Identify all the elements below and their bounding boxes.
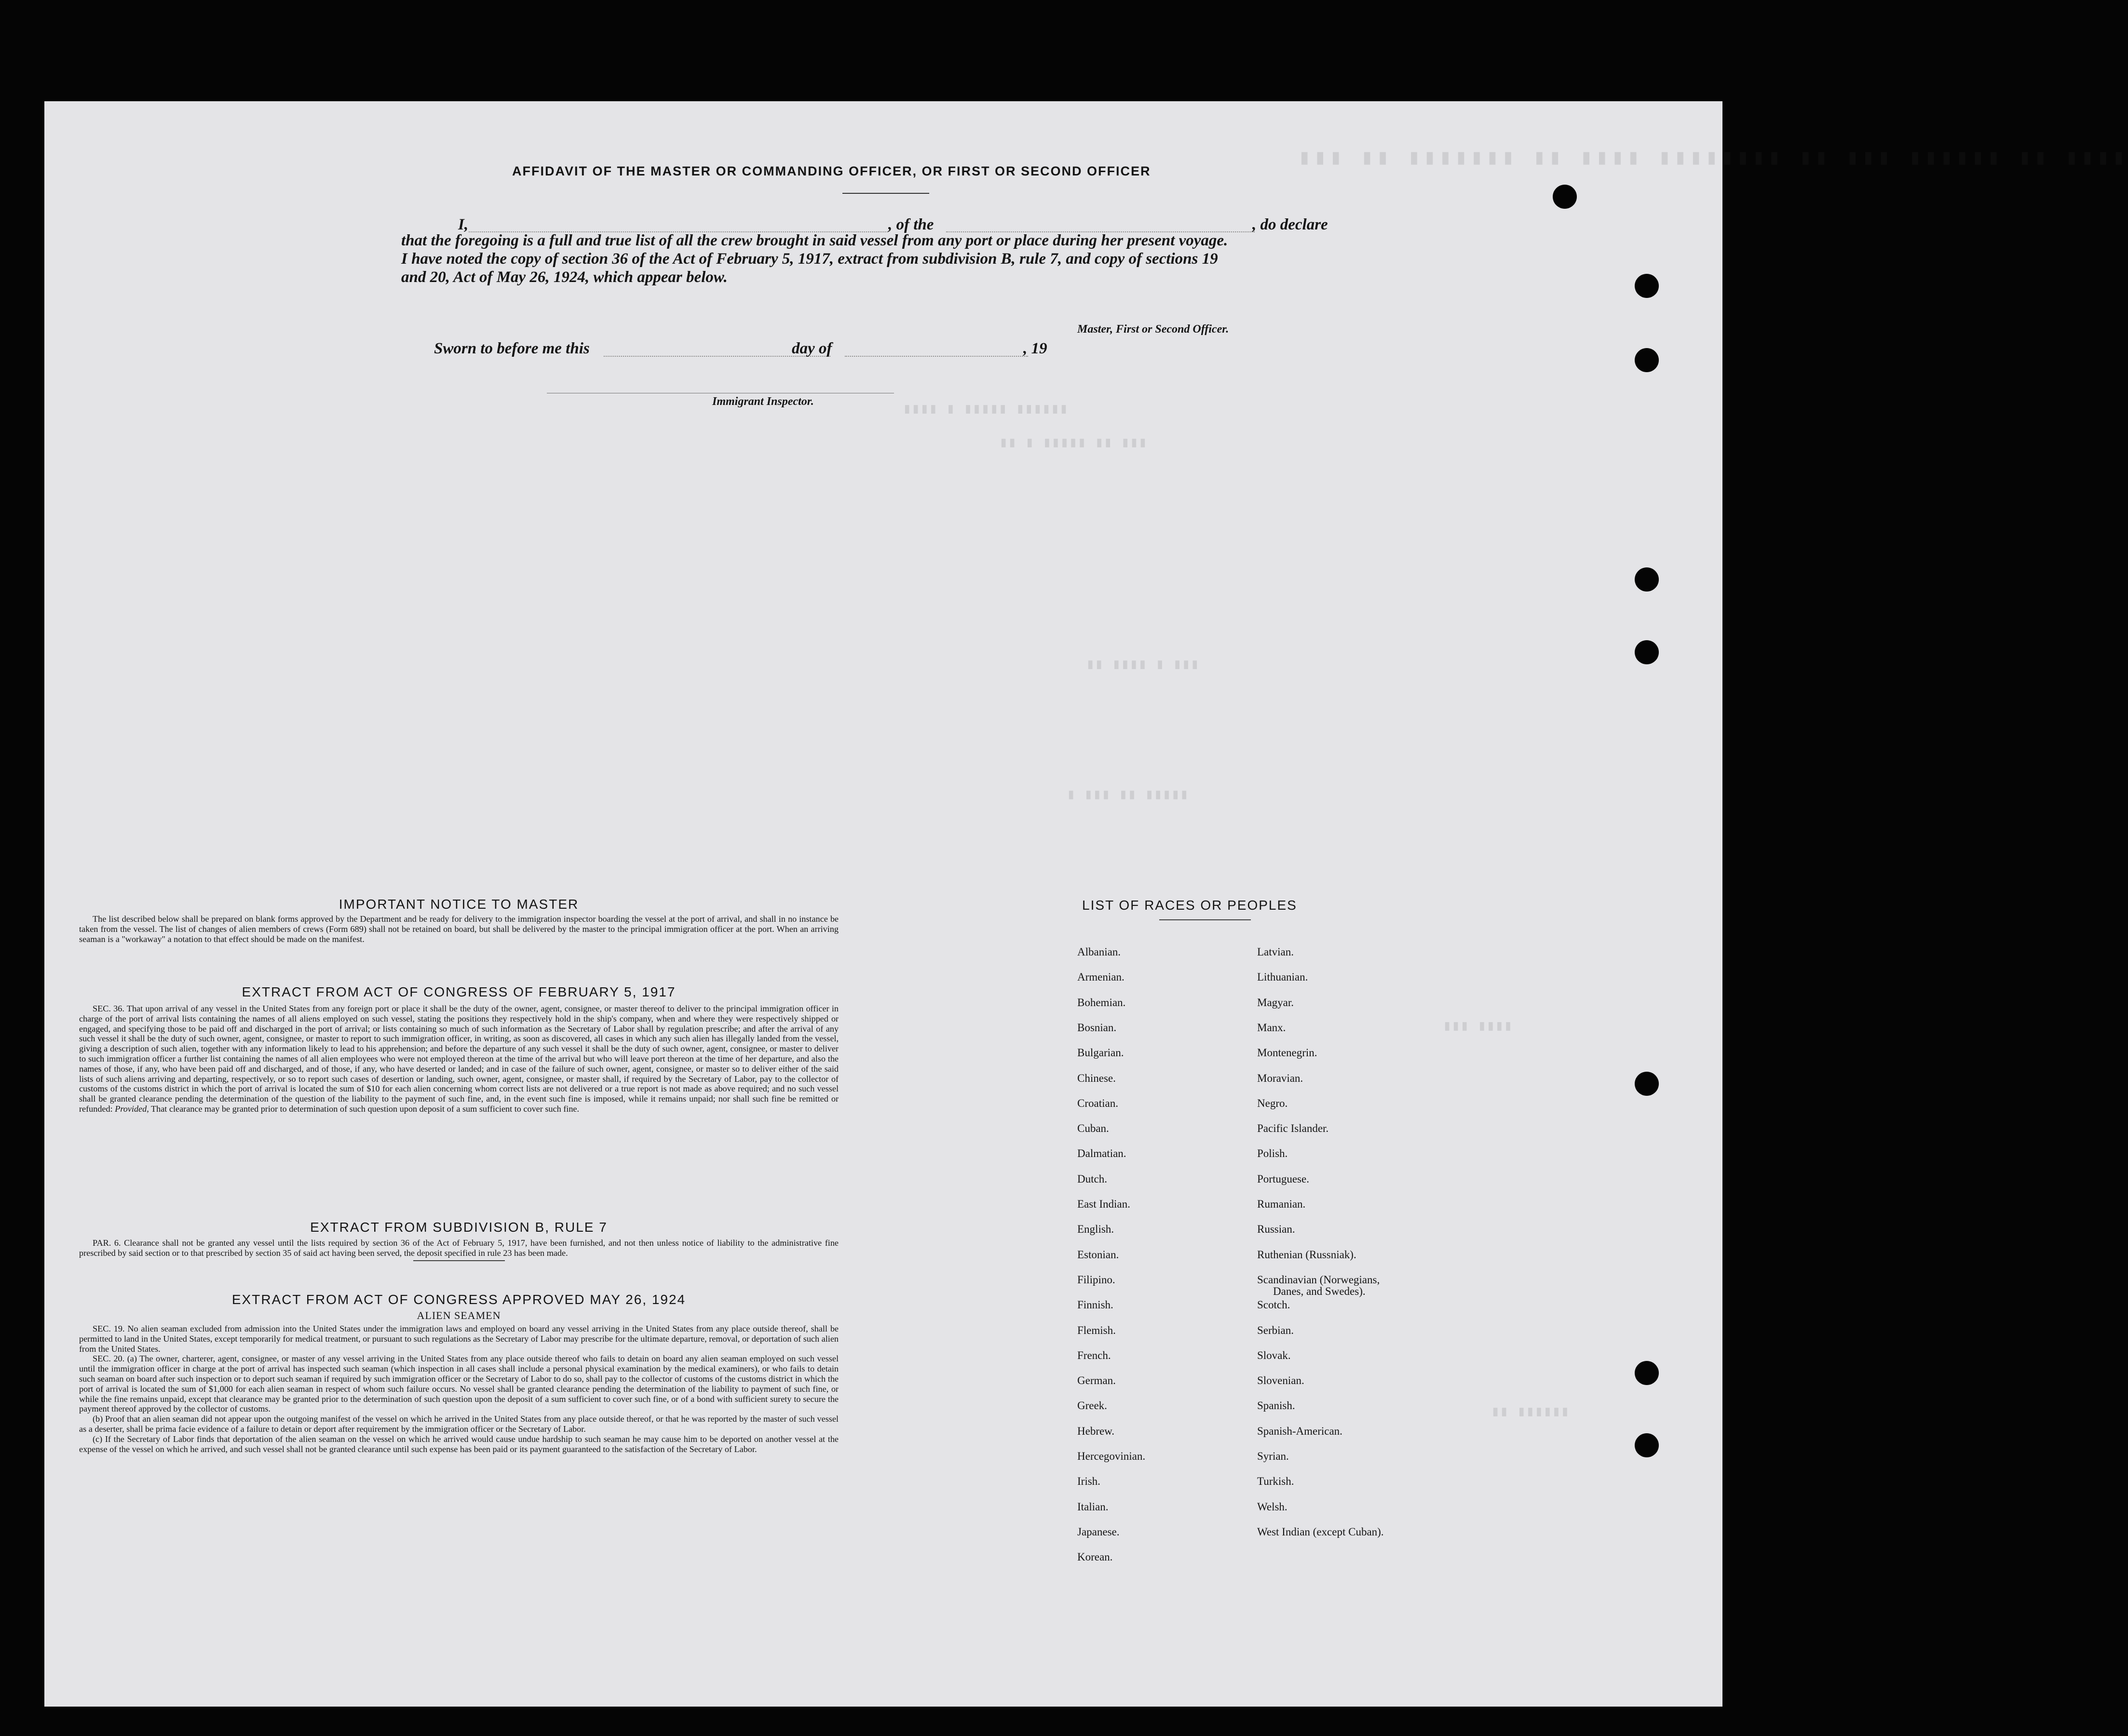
race-item: Syrian. [1257, 1450, 1289, 1462]
race-item: Dalmatian. [1077, 1147, 1126, 1160]
race-item: Pacific Islander. [1257, 1122, 1329, 1135]
extract-1924-title: EXTRACT FROM ACT OF CONGRESS APPROVED MAY 26, 1924 [231, 1292, 686, 1307]
punch-hole [1635, 1361, 1659, 1385]
divider [413, 1260, 505, 1261]
race-item: Russian. [1257, 1223, 1295, 1236]
race-item: Filipino. [1077, 1273, 1115, 1286]
race-item: Danes, and Swedes). [1273, 1285, 1366, 1297]
divider [842, 193, 929, 194]
race-item: Negro. [1257, 1097, 1288, 1109]
race-item: Magyar. [1257, 996, 1294, 1009]
punch-hole [1635, 1433, 1659, 1457]
race-item: Japanese. [1077, 1525, 1120, 1538]
sworn-label: Sworn to before me this [434, 340, 590, 357]
notice-body: The list described below shall be prepared on blank forms approved by the Department and be ready for delivery to the immigration inspector boarding the vessel at the port of arrival, and shall in no instance be taken from the vessel. The list of changes of alien members of crews (Form 689) shall not be retained on board, but shall be delivered by the master to the principal immigration officer at the port. When an arriving seaman is a "workaway" a notation to that effect should be made on the manifest. [79, 914, 839, 944]
year-label: , 19 [1023, 340, 1047, 357]
sworn-month-field[interactable] [845, 356, 1028, 357]
race-item: Cuban. [1077, 1122, 1109, 1135]
signature-label: Master, First or Second Officer. [1077, 323, 1229, 336]
race-item: German. [1077, 1374, 1116, 1387]
extract-1924-section [79, 1292, 839, 1454]
affidavit-of-the: , of the [888, 216, 934, 233]
sec20a-text: SEC. 20. (a) The owner, charterer, agent, consignee, or master of any vessel arriving in the United States from any place outside thereof who fails to detain on board any alien seaman employed on such vessel until the immigration officer in charge at the port of arrival has inspected such seaman (which inspection in all cases shall include a personal physical examination by the medical examiners), or who fails to detain such seaman on board after such inspection or to deport such seaman if required by such immigration officer or the Secretary of Labor to do so, shall pay to the collector of customs of the customs district in which the port of arrival is located the sum of $1,000 for each alien seaman in respect of whom such failure occurs. No vessel shall be granted clearance pending the determination of the liability to payment of such fine, or while the fine remains unpaid, except that clearance may be granted prior to the determination of such question upon the deposit of a sum sufficient to cover such fine, or of a bond with sufficient surety to secure the payment thereof approved by the collector of customs. [79, 1354, 839, 1414]
races-title: LIST OF RACES OR PEOPLES [1082, 898, 1297, 913]
divider [1159, 919, 1251, 920]
sec36-text-end: That clearance may be granted prior to determination of such question upon deposit of a sum sufficient to cover such fine. [151, 1104, 580, 1114]
race-item: Irish. [1077, 1475, 1100, 1488]
sec20b-text: (b) Proof that an alien seaman did not appear upon the outgoing manifest of the vessel on which he arrived in the United States from any place outside thereof, or that he was reported by the master of such vessel as a deserter, shall be prima facie evidence of a failure to detain or deport after requirement by the immigration officer or the Secretary of Labor. [79, 1414, 839, 1434]
race-item: Hebrew. [1077, 1425, 1115, 1437]
notice-section [79, 897, 839, 944]
race-item: French. [1077, 1349, 1111, 1361]
day-of-label: day of [792, 340, 832, 357]
extract-rule7-body: PAR. 6. Clearance shall not be granted any vessel until the lists required by section 36 of the Act of February 5, 1917, have been furnished, and not then unless notice of liability to the administrative fine prescribed by said section or to that prescribed by section 35 of said act having been served, the deposit specified in rule 23 has been made. [79, 1238, 839, 1258]
race-item: Korean. [1077, 1551, 1113, 1563]
race-item: Croatian. [1077, 1097, 1118, 1109]
alien-seamen-subtitle: ALIEN SEAMEN [417, 1309, 501, 1321]
race-item: Spanish. [1257, 1400, 1295, 1412]
affidavit-line-2: that the foregoing is a full and true list of all the crew brought in said vessel from any port or place during her present voyage. [401, 232, 1228, 249]
punch-hole [1635, 274, 1659, 298]
inspector-label: Immigrant Inspector. [712, 395, 814, 408]
race-item: Latvian. [1257, 946, 1294, 958]
race-item: Manx. [1257, 1021, 1286, 1034]
race-item: Lithuanian. [1257, 971, 1308, 983]
extract-rule7-title: EXTRACT FROM SUBDIVISION B, RULE 7 [310, 1220, 608, 1235]
affidavit-line-3: I have noted the copy of section 36 of the Act of February 5, 1917, extract from subdivision B, rule 7, and copy of sections 19 [401, 250, 1218, 268]
race-item: West Indian (except Cuban). [1257, 1525, 1384, 1538]
race-item: Armenian. [1077, 971, 1125, 983]
document-sheet: ▮▮▮ ▮▮ ▮▮▮▮▮▮▮ ▮▮ ▮▮▮▮ ▮▮▮▮▮▮▮▮ ▮▮ ▮▮▮ ▮▮▮▮▮▮ ▮▮ ▮▮▮▮ ▮▮▮▮ ▮ ▮▮▮▮▮ ▮▮▮▮▮▮ ▮▮ ▮ ▮▮▮▮▮ ▮▮ ▮▮▮ ▮▮ ▮▮▮▮ ▮ ▮▮▮ ▮ ▮▮▮ ▮▮ ▮▮▮▮▮ ▮▮▮ ▮▮▮▮ ▮▮ ▮▮▮▮▮▮ AFFIDAVIT OF THE MASTER OR COMMANDING OFFICER, OR FIRST OR SECOND OFFICER I, , of the , do declare that the foregoing is a full and true list of all the crew brought in said vessel from any port or place during her present voyage. I have noted the copy of section 36 of the Act of February 5, 1917, extract from subdivision B, rule 7, and copy of sections 19 and 20, Act of May 26, 1924, which appear below. Master, First or Second Officer. Sworn to before me this day of , 19 Immigrant Inspector. IMPORTANT NOTICE TO MASTER The list described below shall be prepared on blank forms approved by the Department and be ready for delivery to the immigration inspector boarding the vessel at the port of arrival, and shall in no instance be taken from the vessel. The list of changes of alien members of crews (Form 689) shall not be retained on board, but shall be delivered by the master to the principal immigration officer at the port. When an arriving seaman is a "workaway" a notation to that effect should be made on the manifest. EXTRACT FROM ACT OF CONGRESS OF FEBRUARY 5, 1917 SEC. 36. That upon arrival of any vessel in the United States from any foreign port or place it shall be the duty of the owner, agent, consignee, or master thereof to deliver to the principal immigration officer in charge of the port of arrival lists containing the names of all aliens employed on such vessel, stating the positions they respectively hold in the ship's company, when and where they were respectively shipped or engaged, and specifying those to be paid off and discharged in the port of arrival; or lists containing so much of such information as the Secretary of Labor shall by regulation prescribe; and after the arrival of any such vessel it shall be the duty of such owner, agent, consignee, or master to report to such immigration officer, in writing, as soon as discovered, all cases in which any such alien has illegally landed from the vessel, giving a description of such alien, together with any information likely to lead to his apprehension; and before the departure of any such vessel it shall be the duty of such owner, agent, consignee, or master to deliver to such immigration officer a further list containing the names of all alien employees who were not employed thereon at the time of the arrival but who will leave port thereon at the time of her departure, and also the names of those, if any, who have been paid off and discharged, and of those, if any, who have deserted or landed; and in case of the failure of such owner, agent, consignee, or master so to deliver either of the said lists of such aliens arriving and departing, respectively, or so to report such cases of desertion or landing, such owner, agent, consignee, or master shall, if required by the Secretary of Labor, pay to the collector of customs of the customs district in which the port of arrival is located the sum of $10 for each alien concerning whom correct lists are not delivered or a true report is not made as above required; and no such vessel shall be granted clearance pending the determination of the question of the liability to the payment of such fine, and, in the event such fine is imposed, while it remains unpaid; nor shall such fine be remitted or refunded: Provided, That clearance may be granted prior to determination of such question upon deposit of a sum sufficient to cover such fine. EXTRACT FROM SUBDIVISION B, RULE 7 PAR. 6. Clearance shall not be granted any vessel until the lists required by section 36 of the Act of February 5, 1917, have been furnished, and not then unless notice of liability to the administrative fine prescribed by said section or to that prescribed by section 35 of said act having been served, the deposit specified in rule 23 has been made. EXTRACT FROM ACT OF CONGRESS APPROVED MAY 26, 1924 ALIEN SEAMEN SEC. 19. No alien seaman excluded from admission into the United States under the immigration laws and employed on board any vessel arriving in the United States from any place outside thereof, shall be permitted to land in the United States, except temporarily for medical treatment, or pursuant to such regulations as the Secretary of Labor may prescribe for the ultimate departure, removal, or deportation of such alien from the United States. SEC. 20. (a) The owner, charterer, agent, consignee, or master of any vessel arriving in the United States from any place outside thereof who fails to detain on board any alien seaman employed on such vessel until the immigration officer in charge at the port of arrival has inspected such seaman (which inspection in all cases shall include a personal physical examination by the medical examiners), or who fails to detain such seaman on board after such inspection or to deport such seaman if required by such immigration officer or the Secretary of Labor to do so, shall pay to the collector of customs of the customs district in which the port of arrival is located the sum of $1,000 for each alien seaman in respect of whom such failure occurs. No vessel shall be granted clearance pending the determination of the liability to payment of such fine, or while the fine remains unpaid, except that clearance may be granted prior to the determination of such question upon the deposit of a sum sufficient to cover such fine, or of a bond with sufficient surety to secure the payment thereof approved by the collector of customs. (b) Proof that an alien seaman did not appear upon the outgoing manifest of the vessel on which he arrived in the United States from any place outside thereof, or that he was reported by the master of such vessel as a deserter, shall be prima facie evidence of a failure to detain or deport after requirement by the immigration officer or the Secretary of Labor. (c) If the Secretary of Labor finds that deportation of the alien seaman on the vessel on which he arrived would cause undue hardship to such seaman he may cause him to be deported on another vessel at the expense of the vessel on which he arrived, and such vessel shall not be granted clearance until such expense has been paid or its payment guaranteed to the satisfaction of the Secretary of Labor. LIST OF RACES OR PEOPLES Albanian. Armenian. Bohemian. Bosnian. Bulgarian. Chinese. Croatian. Cuban. Dalmatian. Dutch. East Indian. English. Estonian. Filipino. Finnish. Flemish. French. German. Greek. Hebrew. Hercegovinian. Irish. Italian. Japanese. Korean. Latvian. Lithuanian. Magyar. Manx. Montenegrin. Moravian. Negro. Pacific Islander. Polish. Portuguese. Rumanian. Russian. Ruthenian (Russniak). Scandinavian (Norwegians, Danes, and Swedes). Scotch. Serbian. Slovak. Slovenian. Spanish. Spanish-American. Syrian. Turkish. Welsh. West Indian (except Cuban). [44, 101, 1722, 1707]
race-item: Hercegovinian. [1077, 1450, 1146, 1462]
race-item: Polish. [1257, 1147, 1288, 1160]
sec20c-text: (c) If the Secretary of Labor finds that deportation of the alien seaman on the vessel on which he arrived would cause undue hardship to such seaman he may cause him to be deported on another vessel at the expense of the vessel on which he arrived, and such vessel shall not be granted clearance until such expense has been paid or its payment guaranteed to the satisfaction of the Secretary of Labor. [79, 1434, 839, 1454]
race-item: Welsh. [1257, 1500, 1288, 1513]
affidavit-i: I, [458, 216, 469, 233]
punch-hole [1635, 640, 1659, 664]
punch-hole [1635, 348, 1659, 372]
race-item: Montenegrin. [1257, 1047, 1317, 1059]
race-item: Dutch. [1077, 1172, 1107, 1185]
race-item: Rumanian. [1257, 1198, 1306, 1210]
race-item: Bohemian. [1077, 996, 1126, 1009]
punch-hole [1635, 567, 1659, 592]
extract-1917-section [79, 984, 839, 1114]
race-item: Serbian. [1257, 1324, 1294, 1336]
race-item: Finnish. [1077, 1299, 1113, 1311]
affidavit-title: AFFIDAVIT OF THE MASTER OR COMMANDING OFFICER, OR FIRST OR SECOND OFFICER [512, 164, 1151, 178]
race-item: Flemish. [1077, 1324, 1116, 1336]
sec19-text: SEC. 19. No alien seaman excluded from admission into the United States under the immigration laws and employed on board any vessel arriving in the United States from any place outside thereof, shall be permitted to land in the United States, except temporarily for medical treatment, or pursuant to such regulations as the Secretary of Labor may prescribe for the ultimate departure, removal, or deportation of such alien from the United States. [79, 1324, 839, 1354]
race-item: Spanish-American. [1257, 1425, 1342, 1437]
race-item: Ruthenian (Russniak). [1257, 1248, 1356, 1261]
race-item: Bosnian. [1077, 1021, 1117, 1034]
race-item: Scotch. [1257, 1299, 1290, 1311]
race-item: Albanian. [1077, 946, 1121, 958]
race-item: Turkish. [1257, 1475, 1294, 1488]
race-item: East Indian. [1077, 1198, 1130, 1210]
sec36-text: SEC. 36. That upon arrival of any vessel in the United States from any foreign port or place it shall be the duty of the owner, agent, consignee, or master thereof to deliver to the principal immigration officer in charge of the port of arrival lists containing the names of all aliens employed on such vessel, stating the positions they respectively hold in the ship's company, when and where they were respectively shipped or engaged, and specifying those to be paid off and discharged in the port of arrival; or lists containing so much of such information as the Secretary of Labor shall by regulation prescribe; and after the arrival of any such vessel it shall be the duty of such owner, agent, consignee, or master to report to such immigration officer, in writing, as soon as discovered, all cases in which any such alien has illegally landed from the vessel, giving a description of such alien, together with any information likely to lead to his apprehension; and before the departure of any such vessel it shall be the duty of such owner, agent, consignee, or master to deliver to such immigration officer a further list containing the names of all alien employees who were not employed thereon at the time of the arrival but who will leave port thereon at the time of her departure, and also the names of those, if any, who have been paid off and discharged, and of those, if any, who have deserted or landed; and in case of the failure of such owner, agent, consignee, or master so to deliver either of the said lists of such aliens arriving and departing, respectively, or so to report such cases of desertion or landing, such owner, agent, consignee, or master shall, if required by the Secretary of Labor, pay to the collector of customs of the customs district in which the port of arrival is located the sum of $10 for each alien concerning whom correct lists are not delivered or a true report is not made as above required; and no such vessel shall be granted clearance pending the determination of the question of the liability to the payment of such fine, and, in the event such fine is imposed, while it remains unpaid; nor shall such fine be remitted or refunded: [79, 1004, 839, 1114]
punch-hole [1635, 1072, 1659, 1096]
punch-hole [1553, 185, 1577, 209]
race-item: Greek. [1077, 1400, 1107, 1412]
race-item: Slovenian. [1257, 1374, 1304, 1387]
race-item: Italian. [1077, 1500, 1109, 1513]
race-item: English. [1077, 1223, 1114, 1236]
race-item: Estonian. [1077, 1248, 1119, 1261]
provided-text: Provided, [115, 1104, 149, 1114]
extract-1917-body [79, 1004, 839, 1114]
race-item: Bulgarian. [1077, 1047, 1124, 1059]
race-item: Portuguese. [1257, 1172, 1309, 1185]
race-item: Moravian. [1257, 1072, 1303, 1084]
extract-1917-title: EXTRACT FROM ACT OF CONGRESS OF FEBRUARY 5, 1917 [242, 984, 676, 999]
race-item: Slovak. [1257, 1349, 1291, 1361]
extract-rule7-section [79, 1220, 839, 1261]
notice-title: IMPORTANT NOTICE TO MASTER [339, 897, 579, 912]
affidavit-body [401, 231, 1356, 286]
affidavit-line-4: and 20, Act of May 26, 1924, which appear below. [401, 269, 728, 286]
race-item: Chinese. [1077, 1072, 1116, 1084]
affidavit-declare: , do declare [1252, 216, 1328, 233]
race-item: Scandinavian (Norwegians, [1257, 1273, 1380, 1286]
